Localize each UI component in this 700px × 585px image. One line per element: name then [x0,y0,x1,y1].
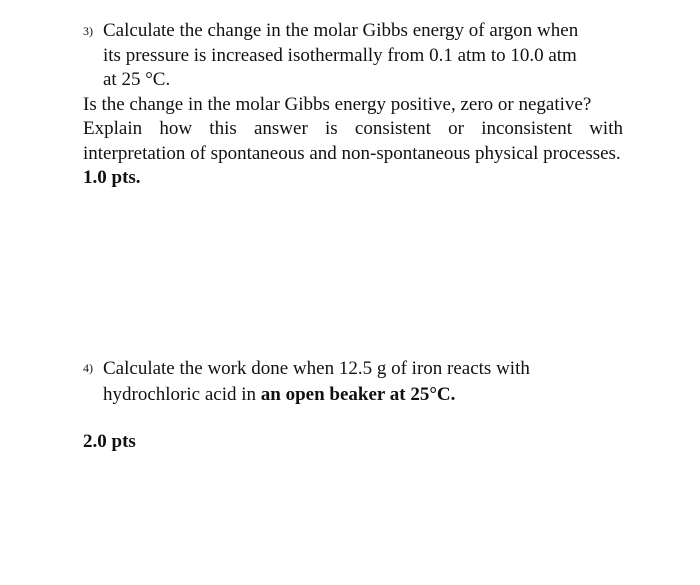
question-3-follow-up: Is the change in the molar Gibbs energy positive, zero or negative? [83,93,592,115]
question-4-emphasis: an open beaker at 25°C. [260,384,456,405]
question-3-points: 1.0 pts. [83,167,141,188]
question-4-prompt [83,356,623,408]
question-4 [83,356,623,408]
question-3-prompt [83,19,623,93]
question-3-prompt-line-2: its pressure is increased isothermally from 0.1 atm to 10.0 atm [103,44,577,66]
question-3-number: 3) [83,24,93,38]
question-3-explain: Explain how this answer is consistent or inconsistent with interpretation of spontaneous and non-spontaneous physical processes. [83,118,623,164]
question-3-prompt-line-1: Calculate the change in the molar Gibbs energy of argon when [103,20,579,41]
question-4-prompt-line-2 [103,382,623,408]
question-3-prompt-line-3: at 25 °C. [103,69,171,90]
question-4-prompt-line-1: Calculate the work done when 12.5 g of iron reacts with [103,358,530,379]
question-4-number: 4) [83,361,93,375]
question-3 [83,19,623,191]
question-4-points: 2.0 pts [83,431,136,452]
question-4-prompt-line-2-text: hydrochloric acid in [103,384,261,405]
